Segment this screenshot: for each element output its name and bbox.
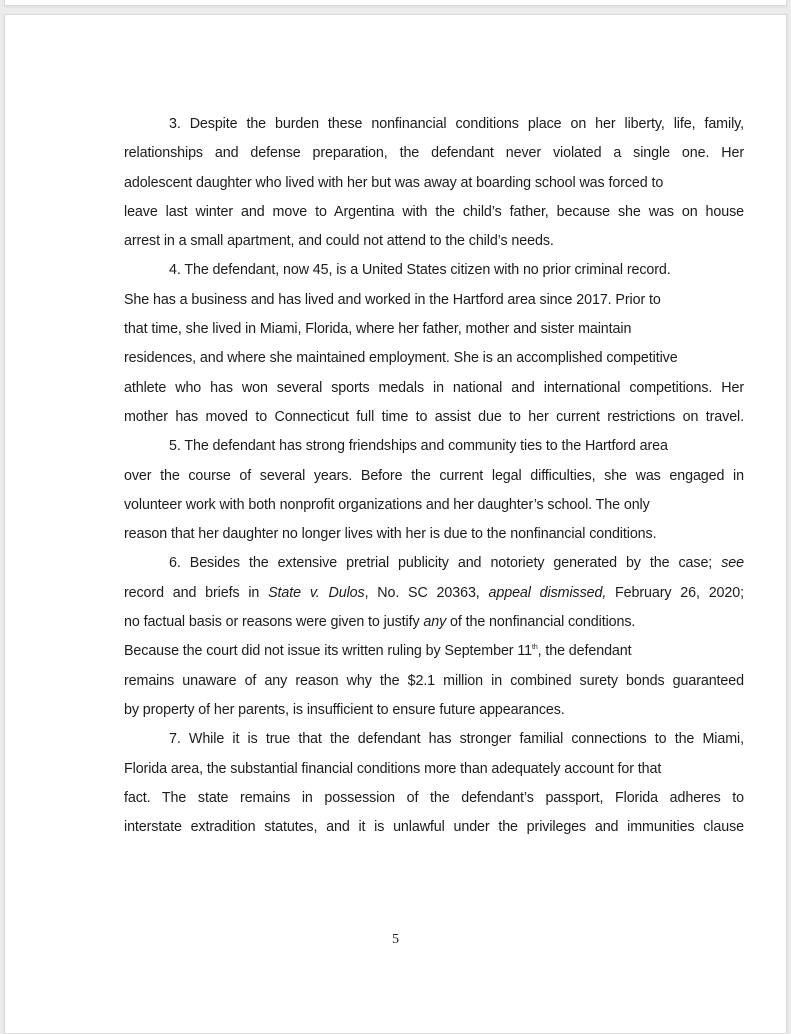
text-run: February 26, 2020; [606,584,744,601]
paragraph-4 [124,256,744,432]
emphasis-any: any [423,614,447,631]
text-line: athlete who has won several sports medals in national and international competitions. Her [124,379,744,396]
text-line: that time, she lived in Miami, Florida, where her father, mother and sister maintain [124,321,632,338]
text-line: residences, and where she maintained employment. She is an accomplished competitive [124,350,678,367]
text-line: leave last winter and move to Argentina with the child’s father, because she was on house [124,203,744,220]
text-line [124,608,744,637]
text-run: , No. SC 20363, [364,584,489,601]
text-line: reason that her daughter no longer lives with her is due to the nonfinancial conditions. [124,526,657,543]
text-line: She has a business and has lived and worked in the Hartford area since 2017. Prior to [124,291,661,308]
text-line: adolescent daughter who lived with her but was away at boarding school was forced to [124,174,664,191]
text-run: 6. Besides the extensive pretrial publicity and notoriety generated by the case; [169,555,722,572]
text-run: of the nonfinancial conditions. [446,614,636,631]
disposition: appeal dismissed, [488,584,607,601]
page-number: 5 [392,932,399,947]
document-page[interactable] [4,14,787,1034]
text-line: 4. The defendant, now 45, is a United States citizen with no prior criminal record. [169,262,671,279]
previous-page-edge [4,0,787,6]
text-run: Because the court did not issue its written ruling by September 11 [124,643,532,660]
text-line: relationships and defense preparation, the defendant never violated a single one. Her [124,145,744,162]
italic-signal-see: see [721,555,744,572]
text-line [124,579,744,608]
text-line [124,549,744,578]
text-line [124,637,744,666]
ordinal-suffix: th [531,644,538,652]
paragraph-7 [124,725,744,842]
text-run: record and briefs in [124,584,269,601]
text-line: 7. While it is true that the defendant has stronger familial connections to the Miami, [169,731,744,748]
text-line: interstate extradition statutes, and it is unlawful under the privileges and immunities clause [124,819,744,836]
paragraph-6 [124,549,744,725]
text-line: 5. The defendant has strong friendships and community ties to the Hartford area [169,438,668,455]
text-line: arrest in a small apartment, and could not attend to the child’s needs. [124,233,554,250]
text-line: by property of her parents, is insufficient to ensure future appearances. [124,701,565,718]
text-line: fact. The state remains in possession of the defendant’s passport, Florida adheres to [124,789,744,806]
paragraph-5 [124,432,744,549]
text-line: Florida area, the substantial financial conditions more than adequately account for that [124,760,662,777]
paragraph-3 [124,110,744,256]
text-line: volunteer work with both nonprofit organizations and her daughter’s school. The only [124,496,650,513]
text-run: , the defendant [537,643,632,660]
case-name: State v. Dulos [268,584,365,601]
page-body [124,110,744,842]
text-line: mother has moved to Connecticut full time to assist due to her current restrictions on travel. [124,408,744,425]
text-line: over the course of several years. Before the current legal difficulties, she was engaged in [124,467,744,484]
text-run: no factual basis or reasons were given to justify [124,614,424,631]
text-line: 3. Despite the burden these nonfinancial conditions place on her liberty, life, family, [169,116,744,132]
text-line: remains unaware of any reason why the $2.1 million in combined surety bonds guaranteed [124,672,744,689]
